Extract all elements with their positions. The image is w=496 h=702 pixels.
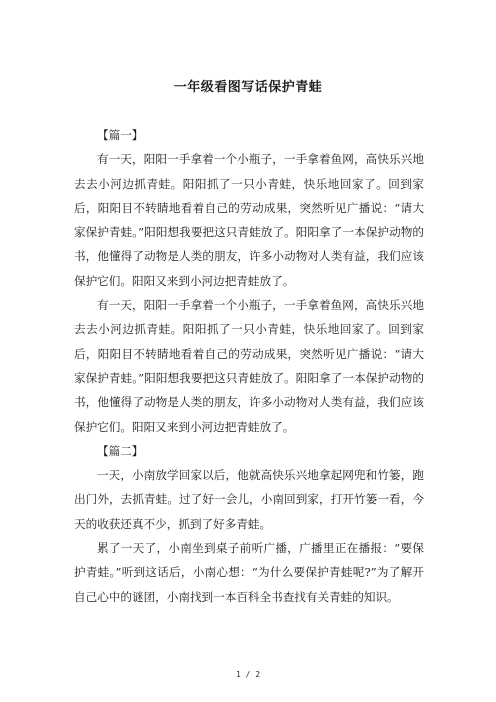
- paragraph: 有一天，阳阳一手拿着一个小瓶子，一手拿着鱼网，高快乐兴地去去小河边抓青蛙。阳阳抓了一只小青蛙，快乐地回家了。回到家后，阳阳目不转睛地看着自己的劳动成果，突然听见广播说：“请大家保护青蛙。”阳阳想我要把这只青蛙放了。阳阳拿了一本保护动物的书，他懂得了动物是人类的朋友，许多小动物对人类有益，我们应该保护它们。阳阳又来到小河边把青蛙放了。: [74, 298, 424, 434]
- paragraph: 有一天，阳阳一手拿着一个小瓶子，一手拿着鱼网，高快乐兴地去去小河边抓青蛙。阳阳抓了一只小青蛙，快乐地回家了。回到家后，阳阳目不转睛地看着自己的劳动成果，突然听见广播说：“请大家保护青蛙。”阳阳想我要把这只青蛙放了。阳阳拿了一本保护动物的书，他懂得了动物是人类的朋友，许多小动物对人类有益，我们应该保护它们。阳阳又来到小河边把青蛙放了。: [74, 152, 424, 288]
- page-number: 1 / 2: [235, 670, 261, 679]
- document-title: 一年级看图写话保护青蛙: [173, 80, 323, 95]
- section-heading-1: 【篇一】: [97, 128, 144, 142]
- paragraph: 一天，小南放学回家以后，他就高快乐兴地拿起网兜和竹篓，跑出门外，去抓青蛙。过了好一会儿，小南回到家，打开竹篓一看，今天的收获还真不少，抓到了好多青蛙。: [74, 468, 424, 531]
- section-heading-2: 【篇二】: [97, 443, 144, 458]
- document-body: [74, 123, 424, 609]
- paragraph: 累了一天了，小南坐到桌子前听广播，广播里正在播报：“要保护青蛙。”听到这话后，小南心想：“为什么要保护青蛙呢?”为了解开自己心中的谜团，小南找到一本百科全书查找有关青蛙的知识。: [74, 541, 424, 604]
